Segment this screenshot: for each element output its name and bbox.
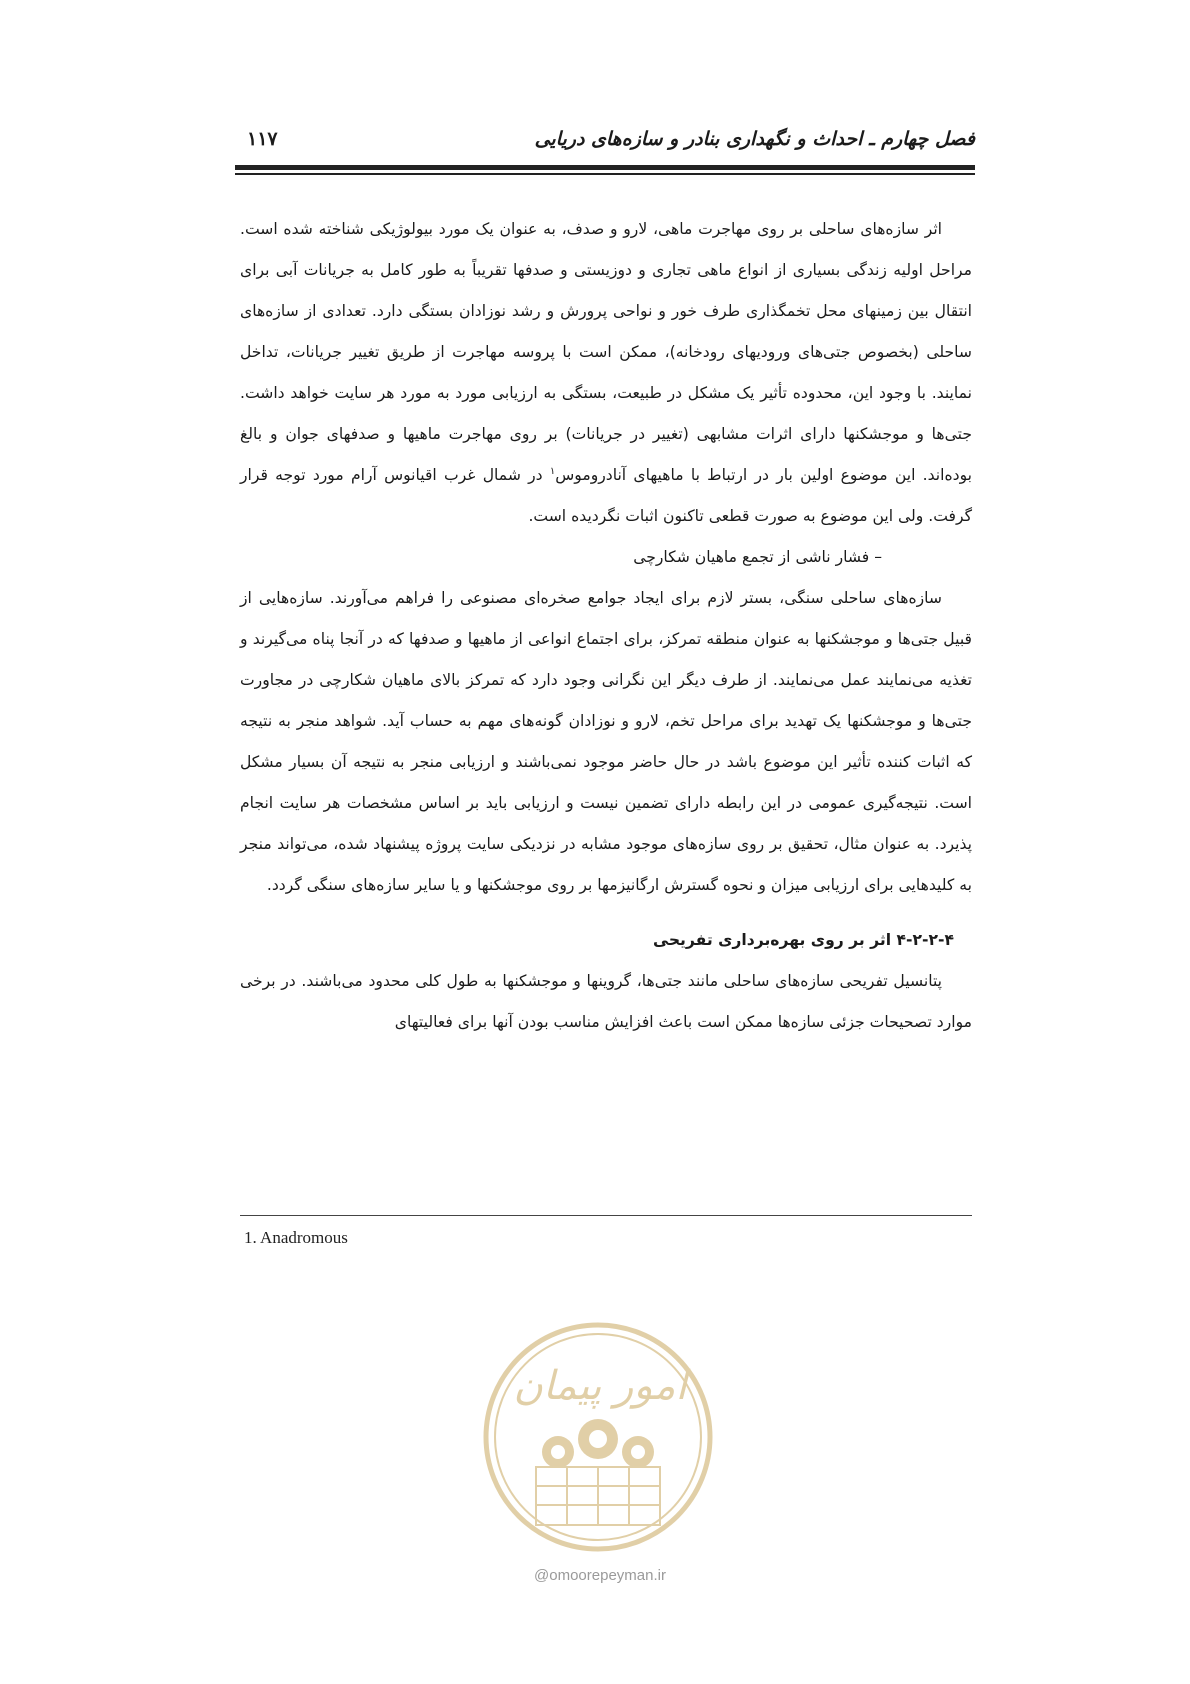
bullet-predator-pressure: – فشار ناشی از تجمع ماهیان شکارچی <box>633 548 882 566</box>
footnote: 1. Anadromous <box>244 1228 348 1247</box>
paragraph-rock-structures: سازه‌های ساحلی سنگی، بستر لازم برای ایجاد جوامع صخره‌ای مصنوعی را فراهم می‌آورند. سازه‌هایی از قبیل جتی‌ها و موجشکنها به عنوان منطقه تمرکز، برای اجتماع انواعی از ماهیها و صدفها که در آنجا پناه می‌گیرند و تغذیه می‌نمایند عمل می‌نمایند. از طرف دیگر این نگرانی وجود دارد که تمرکز بالای ماهیان شکارچی در مجاورت جتی‌ها و موجشکنها یک تهدید برای مراحل تخم، لارو و نوزادان گونه‌های مهم به حساب آید. شواهد منجر به نتیجه که اثبات کننده تأثیر این موضوع باشد در حال حاضر موجود نمی‌باشند و ارزیابی منجر به نتیجه آن بسیار مشکل است. نتیجه‌گیری عمومی در این رابطه دارای تضمین نیست و ارزیابی باید بر اساس مشخصات هر سایت انجام پذیرد. به عنوان مثال، تحقیق بر روی سازه‌های موجود مشابه در نزدیکی سایت پروژه پیشنهاد شده، می‌تواند منجر به کلیدهایی برای ارزیابی میزان و نحوه گسترش ارگانیزمها بر روی موجشکنها و یا سایر سازه‌های سنگی گردد. <box>240 589 972 894</box>
running-header <box>235 128 975 162</box>
paragraph-text-end: در شمال غرب اقیانوس آرام مورد توجه قرار گرفت. ولی این موضوع به صورت قطعی تاکنون اثبات نگردیده است. <box>240 466 972 525</box>
watermark-url: @omoorepeyman.ir <box>534 1567 666 1584</box>
section-heading: ۴-۲-۲-۴ اثر بر روی بهره‌برداری تفریحی <box>653 931 954 949</box>
paragraph-migration <box>240 209 972 537</box>
logo-text: امور پیمان <box>513 1363 687 1409</box>
header-rule-thin <box>235 173 975 175</box>
chapter-title: فصل چهارم ـ احداث و نگهداری بنادر و سازه‌های دریایی <box>534 128 975 150</box>
watermark-logo <box>478 1317 718 1557</box>
main-text <box>240 209 972 1043</box>
header-rule-thick <box>235 165 975 170</box>
footnote-divider <box>240 1215 972 1216</box>
footnote-reference: ۱ <box>549 465 556 477</box>
paragraph-text: اثر سازه‌های ساحلی بر روی مهاجرت ماهی، لارو و صدف، به عنوان یک مورد بیولوژیکی شناخته شده است. مراحل اولیه زندگی بسیاری از انواع ماهی تجاری و دوزیستی و صدفها تقریباً به طور کامل به جریانات آبی برای انتقال بین زمینهای محل تخمگذاری طرف خور و نواحی پرورش و رشد نوزادان بستگی دارد. تعدادی از سازه‌های ساحلی (بخصوص جتی‌های ورودیهای رودخانه)، ممکن است با پروسه مهاجرت از طریق تغییر جریانات، تداخل نمایند. با وجود این، محدوده تأثیر یک مشکل در طبیعت، بستگی به ارزیابی مورد به مورد هر سایت خواهد داشت. جتی‌ها و موجشکنها دارای اثرات مشابهی (تغییر در جریانات) بر روی مهاجرت ماهیها و صدفهای جوان و بالغ بوده‌اند. این موضوع اولین بار در ارتباط با ماهیهای آنادروموس <box>240 220 972 484</box>
page-number: ۱۱۷ <box>247 128 278 150</box>
paragraph-recreation: پتانسیل تفریحی سازه‌های ساحلی مانند جتی‌ها، گروینها و موجشکنها به طول کلی محدود می‌باشند. در برخی موارد تصحیحات جزئی سازه‌ها ممکن است باعث افزایش مناسب بودن آنها برای فعالیتهای <box>240 972 972 1031</box>
